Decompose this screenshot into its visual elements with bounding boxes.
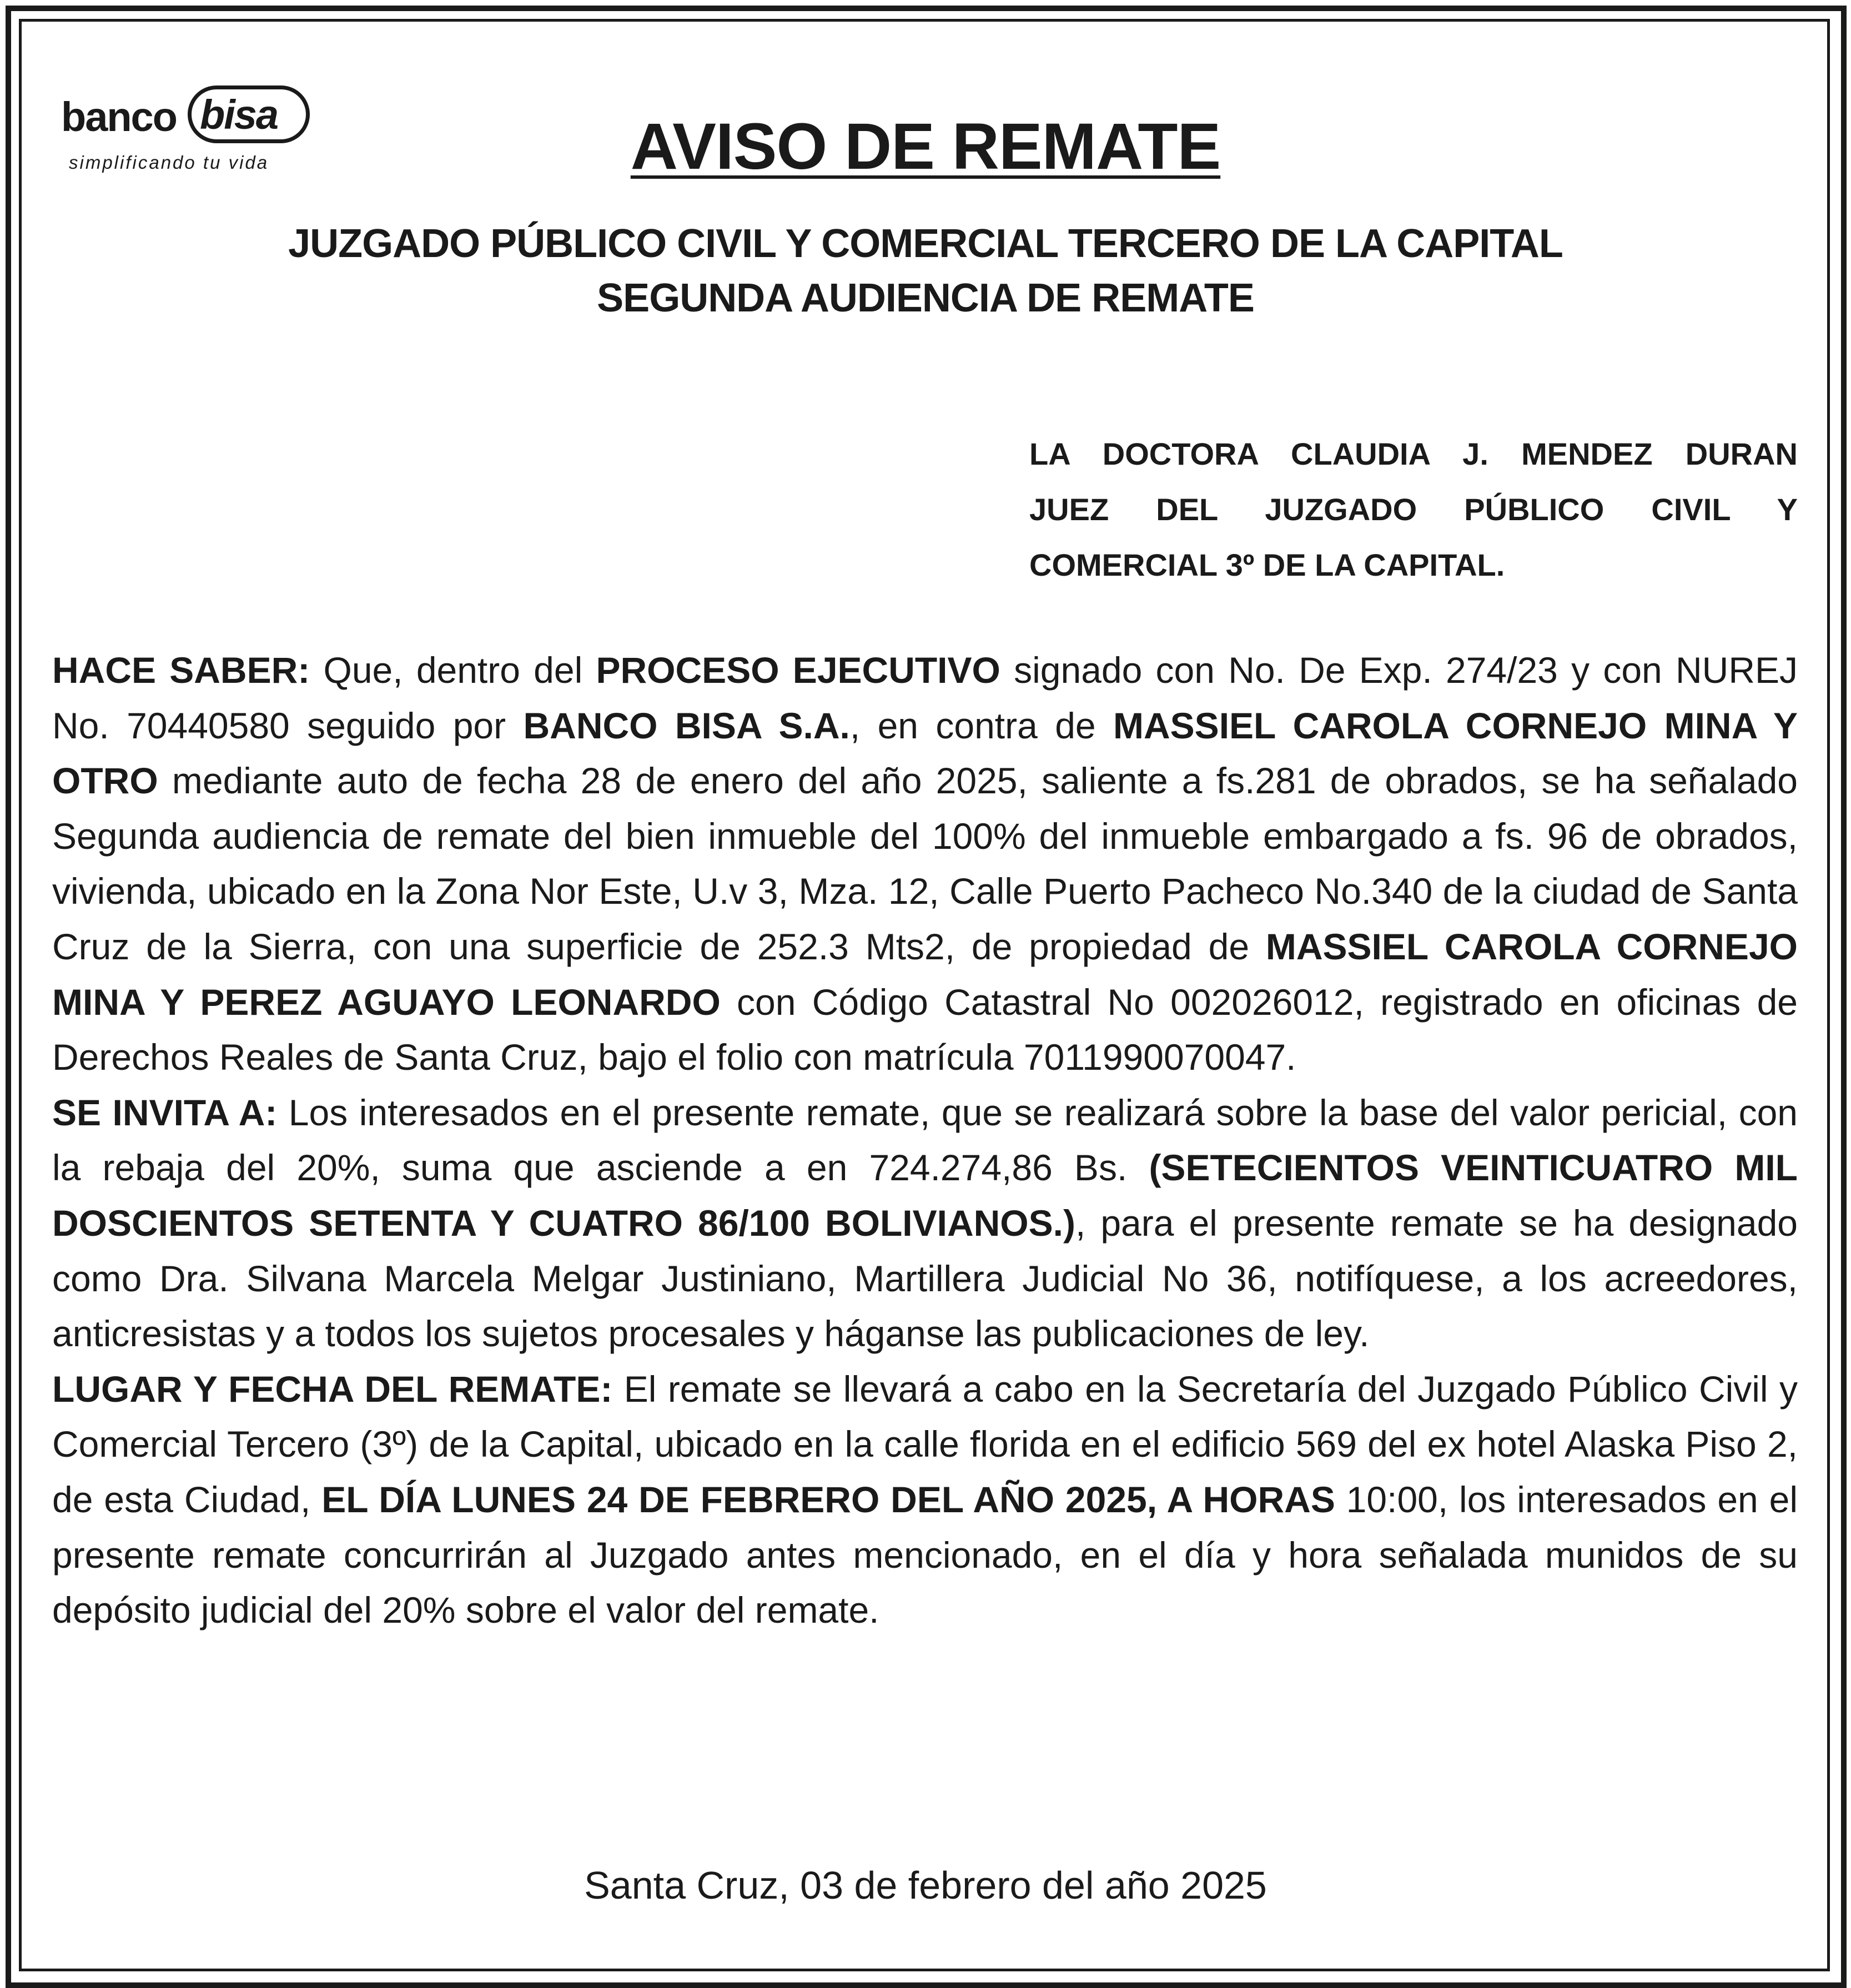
hearing-type: SEGUNDA AUDIENCIA DE REMATE [597,276,1254,320]
paragraph-text: El remate se llevará a cabo en la Secretaría del Juzgado Público Civil y Comercial Tercero (3º) de la Capital, ubicado en la calle florida en el edificio 569 del ex hotel Alaska Piso 2, de esta Ciudad, [52,1368,1798,1520]
logo-word: banco [61,94,177,140]
paragraph-text: con Código Catastral No 002026012, registrado en oficinas de Derechos Reales de Santa Cruz, bajo el folio con matrícula 7011990070047. [52,981,1798,1078]
judge-line: JUEZ DEL JUZGADO PÚBLICO CIVIL Y [1029,492,1798,527]
place-and-date: Santa Cruz, 03 de febrero del año 2025 [584,1864,1267,1907]
process-type: PROCESO EJECUTIVO [596,650,1000,691]
defendant-name: MASSIEL CAROLA CORNEJO MINA Y OTRO [52,704,1798,802]
hace-saber-paragraph [52,643,1798,1085]
lugar-fecha-paragraph [52,1362,1798,1638]
logo-tagline: simplificando tu vida [69,152,269,173]
amount-in-words: (SETECIENTOS VEINTICUATRO MIL DOSCIENTOS SETENTA Y CUATRO 86/100 BOLIVIANOS.) [52,1147,1798,1244]
se-invita-paragraph [52,1085,1798,1362]
owner-names: MASSIEL CAROLA CORNEJO MINA Y PEREZ AGUAYO LEONARDO [52,925,1798,1023]
judge-line: LA DOCTORA CLAUDIA J. MENDEZ DURAN [1029,436,1798,471]
judge-block [1029,426,1798,593]
logo-brand: bisa [200,92,278,138]
auction-date: EL DÍA LUNES 24 DE FEBRERO DEL AÑO 2025, A HORAS [321,1478,1335,1520]
paragraph-text: Los interesados en el presente remate, que se realizará sobre la base del valor pericial, con la rebaja del 20%, suma que asciende a en 724.274,86 Bs. [52,1091,1798,1189]
court-name: JUZGADO PÚBLICO CIVIL Y COMERCIAL TERCERO DE LA CAPITAL [288,222,1563,266]
judge-line: COMERCIAL 3º DE LA CAPITAL. [1029,547,1505,582]
notice-body [52,643,1798,1638]
paragraph-text: signado con No. De Exp. 274/23 y con NUREJ No. 70440580 seguido por [52,650,1798,746]
paragraph-text: , para el presente remate se ha designado como Dra. Silvana Marcela Melgar Justiniano, Martillera Judicial No 36, notifíquese, a los acreedores, anticresistas y a todos los sujetos procesales y háganse las publicaciones de ley. [52,1202,1798,1355]
notice-title: AVISO DE REMATE [630,110,1221,183]
paragraph-lead: LUGAR Y FECHA DEL REMATE: [52,1368,613,1410]
plaintiff-name: BANCO BISA S.A. [523,704,850,746]
paragraph-text: Que, dentro del [310,650,596,691]
paragraph-lead: HACE SABER: [52,650,310,691]
paragraph-text: mediante auto de fecha 28 de enero del año 2025, saliente a fs.281 de obrados, se ha señalado Segunda audiencia de remate del bien inmueble del 100% del inmueble embargado a fs. 96 de obrados, vivienda, ubicado en la Zona Nor Este, U.v 3, Mza. 12, Calle Puerto Pacheco No.340 de la ciudad de Santa Cruz de la Sierra, con una superficie de 252.3 Mts2, de propiedad de [52,760,1798,967]
paragraph-lead: SE INVITA A: [52,1091,278,1133]
paragraph-text: 10:00, los interesados en el presente remate concurrirán al Juzgado antes mencionado, en el día y hora señalada munidos de su depósito judicial del 20% sobre el valor del remate. [52,1478,1798,1631]
paragraph-text: , en contra de [849,704,1114,746]
